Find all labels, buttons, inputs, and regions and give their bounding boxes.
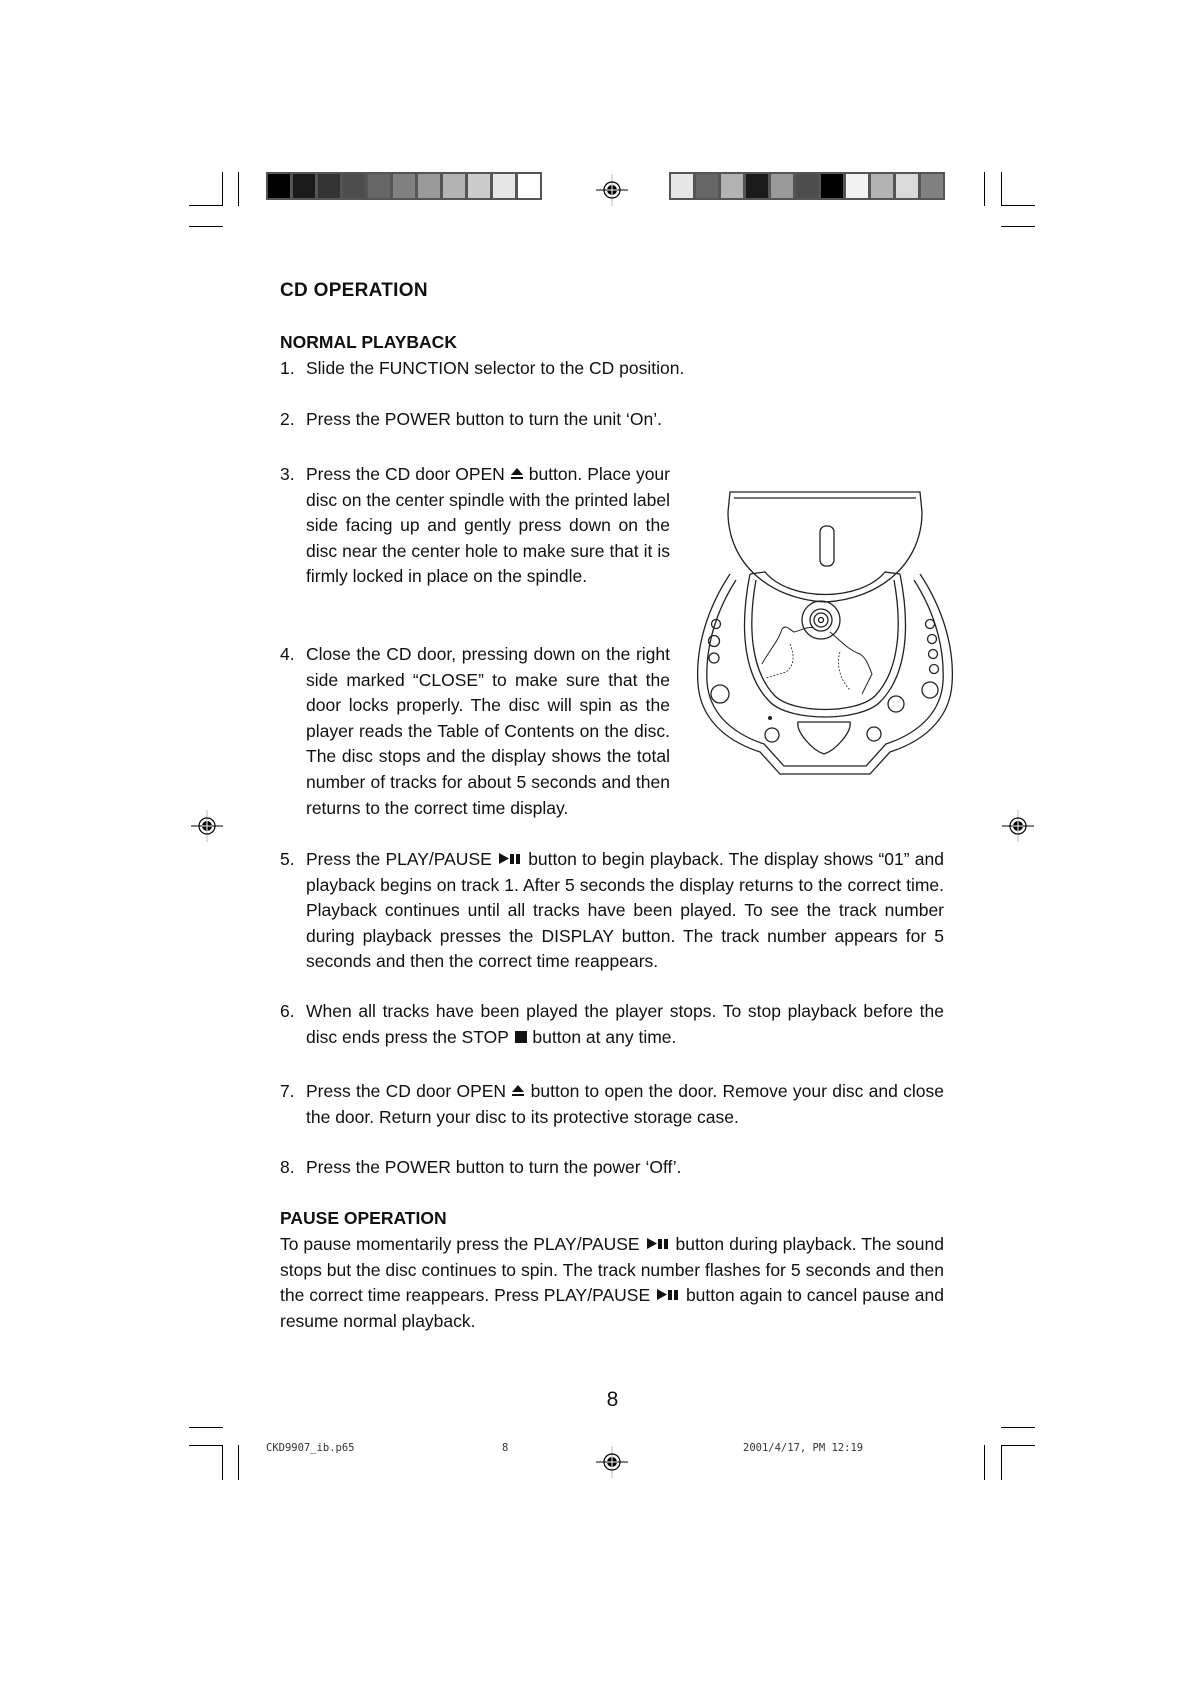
step-3 [280,462,670,590]
gray-swatch [293,174,315,198]
gray-calibration-bar-right [669,172,945,200]
gray-swatch [343,174,365,198]
step-8 [280,1155,944,1181]
step-text: Press the POWER button to turn the power ‘Off’. [306,1157,682,1177]
step-text: When all tracks have been played the player stops. To stop playback before the disc ends press the STOP button at any time. [306,1001,944,1047]
gray-swatch [671,174,693,198]
crop-mark [222,172,223,206]
step-number: 2. [280,409,295,429]
step-number: 1. [280,358,295,378]
gray-swatch [318,174,340,198]
step-4 [280,642,670,821]
step-5 [280,847,944,975]
gray-swatch [468,174,490,198]
gray-swatch [821,174,843,198]
cd-player-illustration [690,484,960,780]
crop-mark [189,1445,223,1446]
play-pause-icon [655,1288,681,1301]
step-number: 3. [280,464,295,484]
registration-mark-icon [1000,808,1036,844]
slug-page: 8 [502,1442,509,1454]
step-text: Press the POWER button to turn the unit ‘On’. [306,409,662,429]
section-heading-normal-playback: NORMAL PLAYBACK [280,332,457,352]
step-text: Slide the FUNCTION selector to the CD position. [306,358,685,378]
eject-icon [511,1084,525,1097]
pause-operation-paragraph: To pause momentarily press the PLAY/PAUSE button during playback. The sound stops but the disc continues to spin. The track number flashes for 5 seconds and then the correct time reappears. Press PLAY/PAUSE button again to cancel pause and resume normal playback. [280,1234,944,1331]
crop-mark [238,172,239,206]
eject-icon [510,467,524,480]
step-7 [280,1079,944,1130]
crop-mark [1001,1427,1035,1428]
step-6 [280,999,944,1050]
gray-swatch [418,174,440,198]
gray-swatch [871,174,893,198]
page-number: 8 [606,1388,619,1411]
step-number: 7. [280,1081,295,1101]
step-number: 5. [280,849,295,869]
gray-swatch [518,174,540,198]
page-title: CD OPERATION [280,280,428,301]
crop-mark [189,226,223,227]
crop-mark [984,1445,985,1480]
crop-mark [189,1427,223,1428]
gray-swatch [746,174,768,198]
gray-swatch [721,174,743,198]
crop-mark [1001,1445,1035,1446]
gray-swatch [493,174,515,198]
gray-swatch [846,174,868,198]
gray-swatch [896,174,918,198]
gray-swatch [393,174,415,198]
gray-swatch [921,174,943,198]
crop-mark [1001,205,1035,206]
crop-mark [1001,226,1035,227]
step-text: Close the CD door, pressing down on the right side marked “CLOSE” to make sure that the door locks properly. The disc will spin as the player reads the Table of Contents on the disc. The disc stops and the display shows the total number of tracks for about 5 seconds and then returns to the correct time display. [306,644,670,818]
gray-swatch [696,174,718,198]
section-heading-pause-operation: PAUSE OPERATION [280,1208,447,1228]
crop-mark [984,172,985,206]
stop-icon [514,1030,528,1043]
play-pause-icon [645,1237,671,1250]
crop-mark [1001,172,1002,206]
gray-swatch [443,174,465,198]
slug-filename: CKD9907_ib.p65 [266,1442,355,1454]
step-2 [280,407,980,433]
crop-mark [1001,1445,1002,1480]
slug-date: 2001/4/17, PM 12:19 [743,1442,864,1454]
step-1 [280,356,980,382]
step-number: 6. [280,1001,295,1021]
gray-swatch [268,174,290,198]
crop-mark [238,1445,239,1480]
crop-mark [222,1445,223,1480]
registration-mark-icon [594,172,630,208]
step-number: 4. [280,644,295,664]
step-text: Press the PLAY/PAUSE button to begin playback. The display shows “01” and playback begins on track 1. After 5 seconds the display returns to the correct time. Playback continues until all tracks have been played. To see the track number during playback presses the DISPLAY button. The track number appears for 5 seconds and then the correct time reappears. [306,849,944,972]
step-text: Press the CD door OPEN button. Place your disc on the center spindle with the printed label side facing up and gently press down on the disc near the center hole to make sure that it is firmly locked in place on the spindle. [306,464,670,587]
gray-swatch [771,174,793,198]
registration-mark-icon [189,808,225,844]
crop-mark [189,205,223,206]
play-pause-icon [497,852,523,865]
gray-swatch [796,174,818,198]
step-text: Press the CD door OPEN button to open the door. Remove your disc and close the door. Return your disc to its protective storage case. [306,1081,944,1127]
gray-swatch [368,174,390,198]
gray-calibration-bar-left [266,172,542,200]
registration-mark-icon [594,1444,630,1480]
step-number: 8. [280,1157,295,1177]
